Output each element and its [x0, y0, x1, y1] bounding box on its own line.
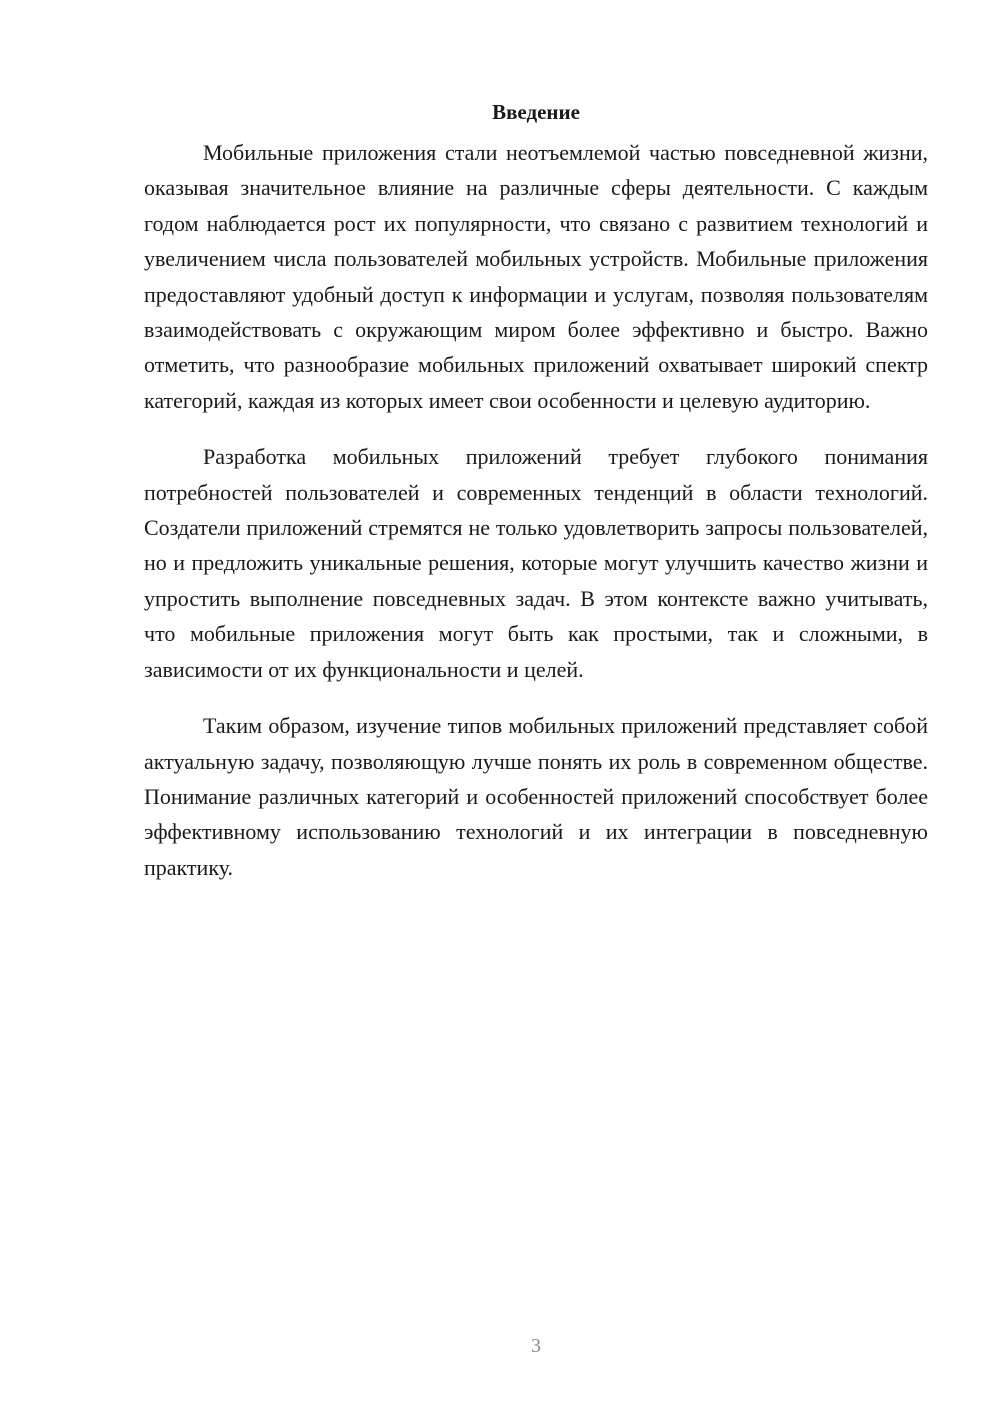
section-title: Введение	[492, 100, 580, 124]
paragraph-3: Таким образом, изучение типов мобильных приложений представляет собой актуальную задачу, позволяющую лучше понять их роль в современном обществе. Понимание различных категорий и особенностей приложений способствует более эффективному использованию технологий и их интеграции в повседневную практику.	[144, 713, 928, 880]
page-content	[144, 96, 928, 885]
paragraph-1: Мобильные приложения стали неотъемлемой частью повседневной жизни, оказывая значительное влияние на различные сферы деятельности. С каждым годом наблюдается рост их популярности, что связано с развитием технологий и увеличением числа пользователей мобильных устройств. Мобильные приложения предоставляют удобный доступ к информации и услугам, позволяя пользователям взаимодействовать с окружающим миром более эффективно и быстро. Важно отметить, что разнообразие мобильных приложений охватывает широкий спектр категорий, каждая из которых имеет свои особенности и целевую аудиторию.	[144, 140, 928, 413]
page-number: 3	[531, 1335, 541, 1357]
paragraph-2: Разработка мобильных приложений требует глубокого понимания потребностей пользователей и современных тенденций в области технологий. Создатели приложений стремятся не только удовлетворить запросы пользователей, но и предложить уникальные решения, которые могут улучшить качество жизни и упростить выполнение повседневных задач. В этом контексте важно учитывать, что мобильные приложения могут быть как простыми, так и сложными, в зависимости от их функциональности и целей.	[144, 444, 928, 682]
